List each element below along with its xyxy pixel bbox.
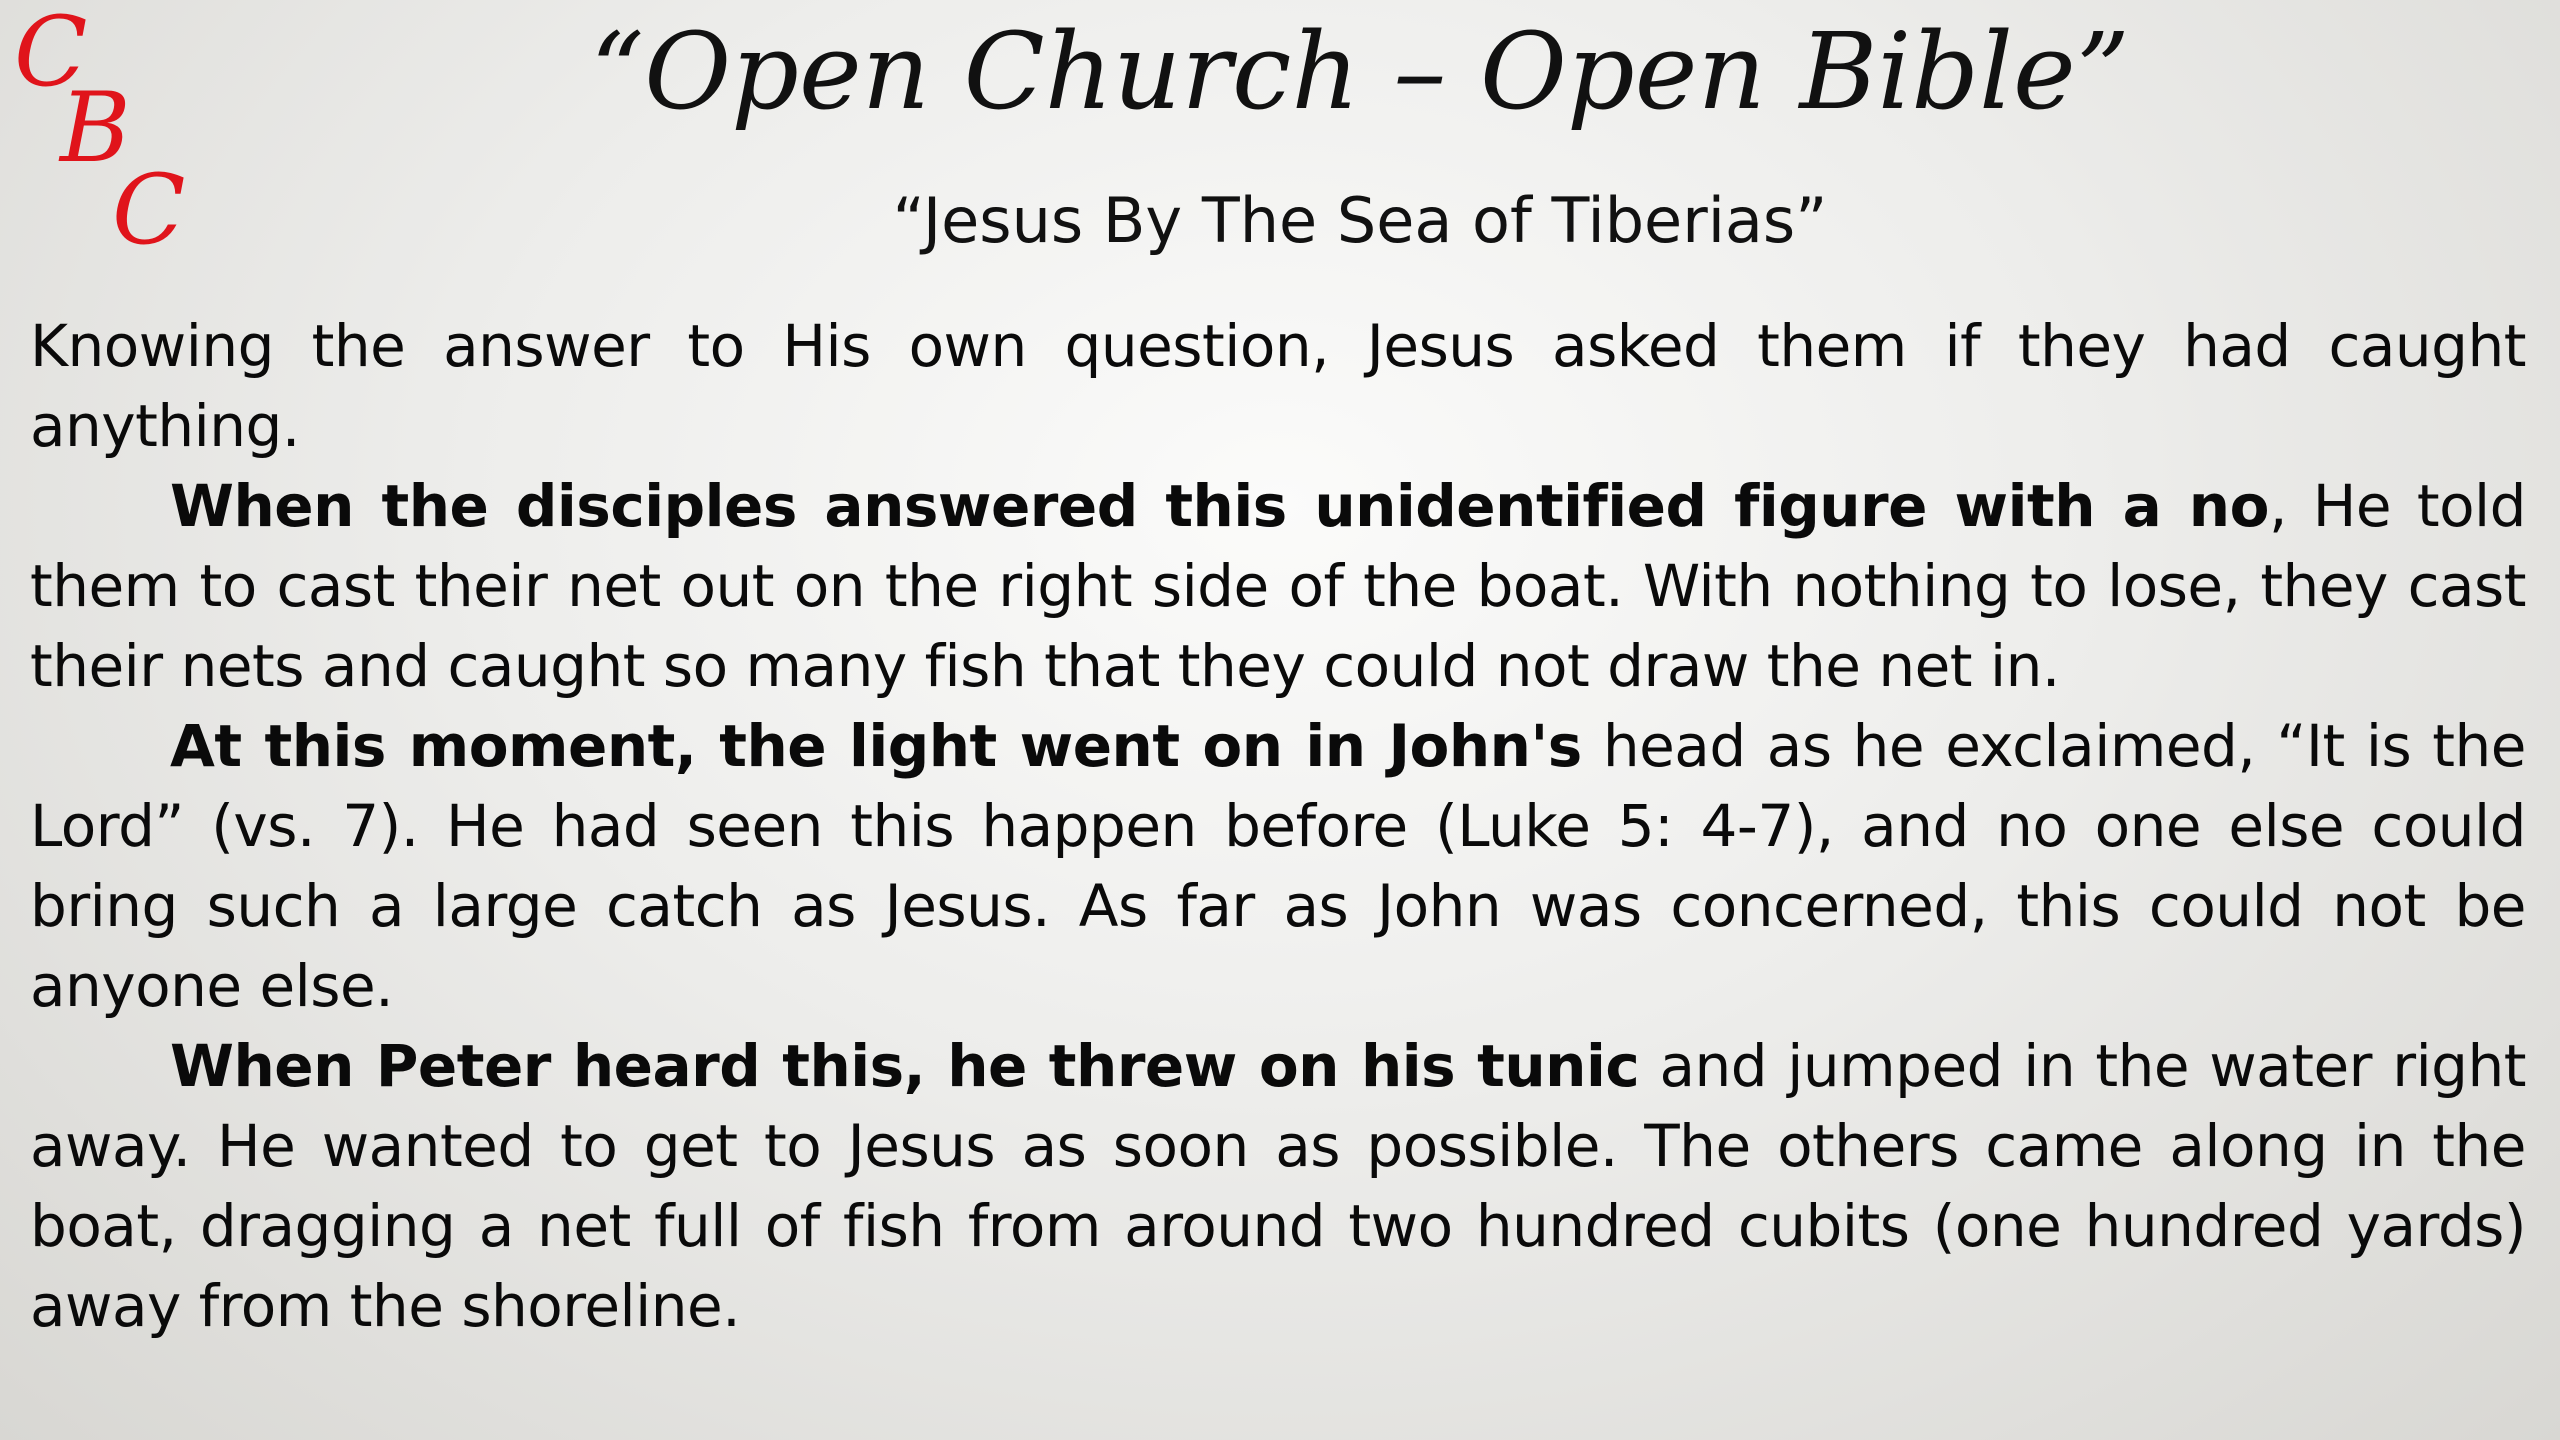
logo-letter-c-bottom: C [112, 154, 186, 266]
logo-letter-b: B [60, 72, 131, 184]
paragraph-3-bold: At this moment, the light went on in John's [170, 712, 1582, 780]
cbc-logo [14, 0, 214, 266]
paragraph-3-text: head as he exclaimed, “It is the Lord” (vs. 7). He had seen this happen before (Luke 5: 4-7), and no one else could bring such a large catch as Jesus. As far as John was concerned, this could not be anyone else. [30, 712, 2526, 1020]
slide-title: “Open Church – Open Bible” [590, 10, 2130, 133]
paragraph-3 [30, 706, 2526, 1026]
logo-letter-c-top: C [14, 0, 88, 108]
paragraph-1 [30, 306, 2526, 466]
paragraph-4-text: and jumped in the water right away. He wanted to get to Jesus as soon as possible. The others came along in the boat, dragging a net full of fish from around two hundred cubits (one hundred yards) away from the shoreline. [30, 1032, 2526, 1340]
paragraph-4-bold: When Peter heard this, he threw on his tunic [170, 1032, 1640, 1100]
paragraph-4 [30, 1026, 2526, 1346]
paragraph-1-text: Knowing the answer to His own question, Jesus asked them if they had caught anything. [30, 312, 2526, 460]
paragraph-2 [30, 466, 2526, 706]
paragraph-2-text: , He told them to cast their net out on the right side of the boat. With nothing to lose, they cast their nets and caught so many fish that they could not draw the net in. [30, 472, 2526, 700]
slide-subtitle: “Jesus By The Sea of Tiberias” [892, 184, 1828, 257]
slide-body [30, 306, 2526, 1346]
paragraph-2-bold: When the disciples answered this unidentified figure with a no [170, 472, 2269, 540]
